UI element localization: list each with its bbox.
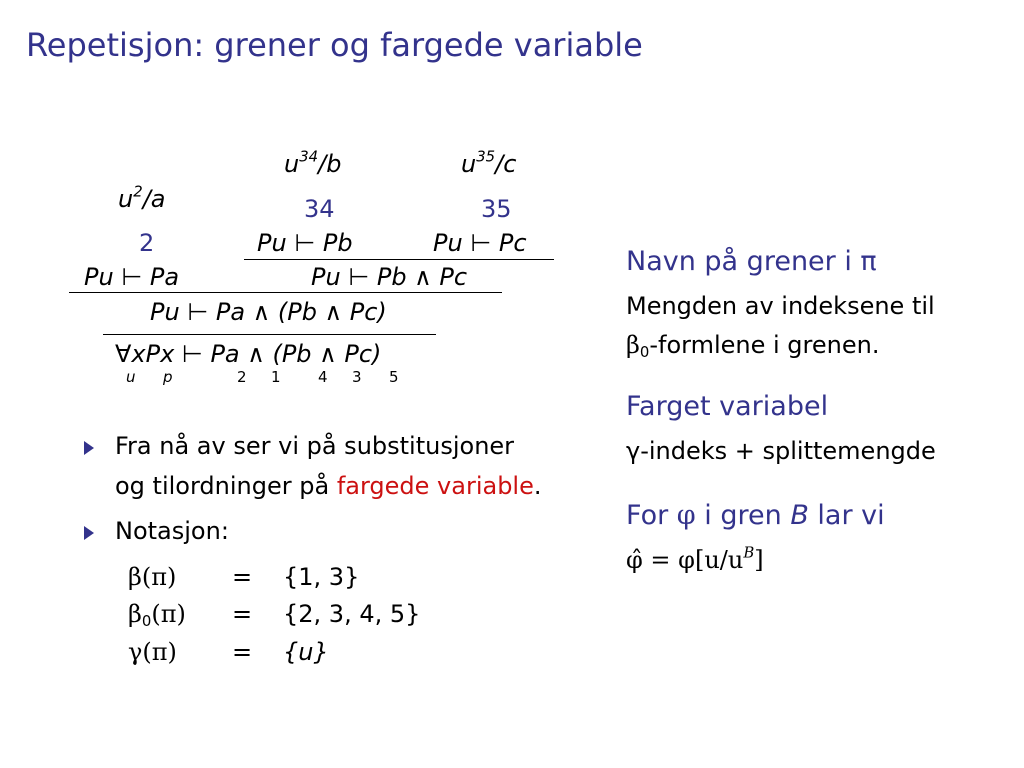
annotation-5: 5 — [389, 368, 399, 386]
branch-names-line-1: Mengden av indeksene til — [626, 292, 935, 320]
eq-beta0-rhs: {2, 3, 4, 5} — [283, 600, 421, 628]
index-35: 35 — [481, 195, 512, 223]
colored-variable-definition: γ-indeks + splittemengde — [626, 437, 936, 465]
inference-line-beta-2 — [69, 292, 502, 293]
index-2: 2 — [139, 229, 155, 257]
colored-term: fargede variable — [336, 472, 534, 500]
annotation-p: p — [163, 368, 173, 386]
heading-colored-variable: Farget variabel — [626, 391, 829, 422]
bullet-1-line-1: Fra nå av ser vi på substitusjoner — [115, 432, 515, 460]
eq-beta-equals: = — [232, 563, 253, 591]
index-34: 34 — [304, 195, 335, 223]
slide-title: Repetisjon: grener og fargede variable — [26, 26, 643, 64]
eq-gamma-equals: = — [232, 638, 253, 666]
eq-beta-rhs: {1, 3} — [283, 563, 360, 591]
annotation-2: 2 — [237, 368, 247, 386]
leaf-u34-b: $u^{34}/b$ — [284, 147, 342, 178]
sequent-pu-pc: Pu ⊢ Pc — [433, 229, 527, 257]
annotation-1: 1 — [271, 368, 281, 386]
eq-beta0-equals: = — [232, 600, 253, 628]
sequent-root: ∀xPx ⊢ Pa ∧ (Pb ∧ Pc) — [115, 340, 382, 368]
eq-gamma-lhs: γ(π) — [128, 638, 177, 666]
annotation-4: 4 — [318, 368, 328, 386]
inference-line-beta — [244, 259, 554, 260]
eq-beta-lhs: β(π) — [128, 563, 177, 591]
eq-gamma-rhs: {u} — [283, 638, 329, 666]
eq-beta0-lhs: $\beta_0(\pi)$ — [128, 600, 186, 631]
bullet-marker-2 — [84, 526, 94, 540]
sequent-mid: Pu ⊢ Pa ∧ (Pb ∧ Pc) — [150, 298, 387, 326]
annotation-3: 3 — [352, 368, 362, 386]
sequent-pu-pa: Pu ⊢ Pa — [84, 263, 180, 291]
leaf-u35-c: $u^{35}/c$ — [461, 147, 517, 178]
phi-substitution-formula: φ̂ = $\varphi[u/u^B]$ — [626, 543, 764, 574]
sequent-pu-pb: Pu ⊢ Pb — [257, 229, 353, 257]
sequent-pu-pb-and-pc: Pu ⊢ Pb ∧ Pc — [311, 263, 468, 291]
leaf-u2-a: $u^2/a$ — [118, 182, 166, 213]
inference-line-delta — [103, 334, 436, 335]
heading-for-phi: For φ i gren B lar vi — [626, 500, 885, 531]
bullet-marker-1 — [84, 441, 94, 455]
branch-names-line-2: $\beta_0$-formlene i grenen. — [626, 331, 880, 362]
bullet-1-line-2: og tilordninger på fargede variable. — [115, 472, 542, 500]
bullet-2-text: Notasjon: — [115, 517, 229, 545]
annotation-u: u — [126, 368, 136, 386]
heading-branch-names: Navn på grener i π — [626, 246, 877, 277]
